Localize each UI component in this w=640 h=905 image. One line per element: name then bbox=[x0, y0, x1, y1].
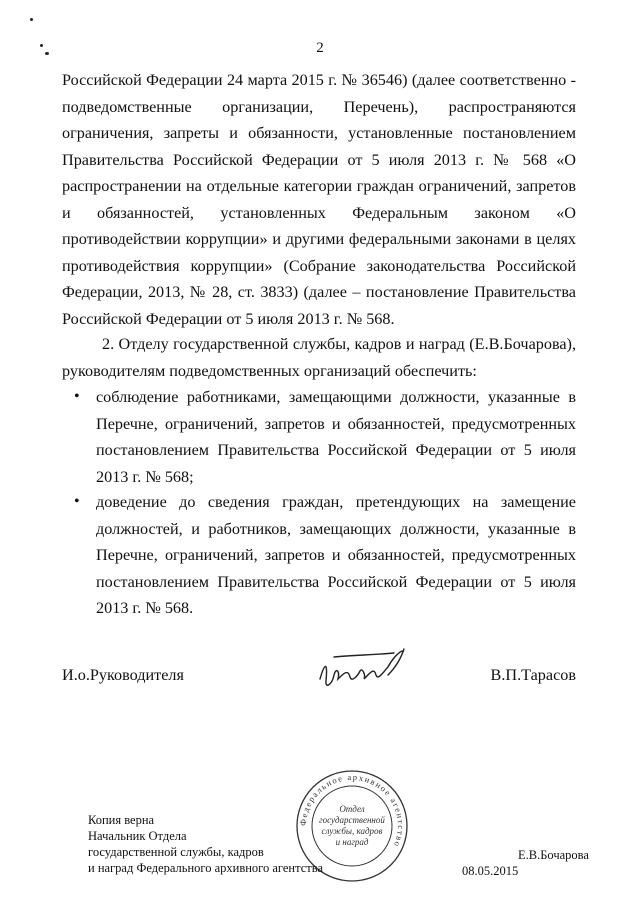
bullet-text: соблюдение работниками, замещающими должности, указанные в Перечне, ограничений, запретов и обязанностей, предусмотренных постановлением Правительства Российской Федерации от 5 июля 2013 г. № 568; bbox=[96, 388, 576, 486]
copy-signer-name: Е.В.Бочарова bbox=[518, 848, 589, 862]
page-number: 2 bbox=[316, 40, 324, 56]
handwritten-signature bbox=[314, 645, 414, 695]
paragraph-1: Российской Федерации 24 марта 2015 г. № 36546) (далее соответственно - подведомственные организации, Перечень), распространяются ограничения, запреты и обязанности, установленные постановлением Правительства Российской Федерации от 5 июля 2013 г. № 568 «О распространении на отдельные категории граждан ограничений, запретов и обязанностей, установленных Федеральным законом «О противодействии коррупции» и другими федеральными законами в целях противодействия коррупции» (Собрание законодательства Российской Федерации, 2013, № 28, ст. 3833) (далее – постановление Правительства Российской Федерации от 5 июля 2013 г. № 568. bbox=[62, 71, 576, 328]
copy-certification bbox=[88, 812, 323, 876]
stamp-line: государственной bbox=[319, 815, 385, 825]
copy-line: Копия верна bbox=[88, 813, 155, 827]
bullet-item-1 bbox=[62, 384, 576, 490]
copy-date: 08.05.2015 bbox=[462, 864, 519, 878]
copy-line: Начальник Отдела bbox=[88, 829, 187, 843]
stamp-ring-text: Федеральное архивное агентство bbox=[297, 771, 407, 850]
copy-line: государственной службы, кадров bbox=[88, 845, 264, 859]
stamp-line: Отдел bbox=[339, 804, 365, 814]
signer-name: В.П.Тарасов bbox=[490, 666, 576, 684]
paragraph-2: 2. Отделу государственной службы, кадров и наград (Е.В.Бочарова), руководителям подведомственных организаций обеспечить: bbox=[62, 335, 576, 380]
stamp-line: службы, кадров bbox=[321, 826, 383, 836]
signer-position: И.о.Руководителя bbox=[62, 666, 184, 684]
stamp-line: и наград bbox=[335, 837, 369, 847]
bullet-marker: • bbox=[74, 493, 80, 510]
copy-line: и наград Федерального архивного агентства bbox=[88, 861, 324, 875]
bullet-text: доведение до сведения граждан, претендующих на замещение должностей, и работников, замещающих должности, указанные в Перечне, ограничений, запретов и обязанностей, предусмотренных постановлением Правительства Российской Федерации от 5 июля 2013 г. № 568. bbox=[96, 493, 576, 617]
scan-speck bbox=[30, 18, 33, 21]
bullet-marker: • bbox=[74, 388, 80, 405]
bullet-item-2 bbox=[62, 489, 576, 622]
